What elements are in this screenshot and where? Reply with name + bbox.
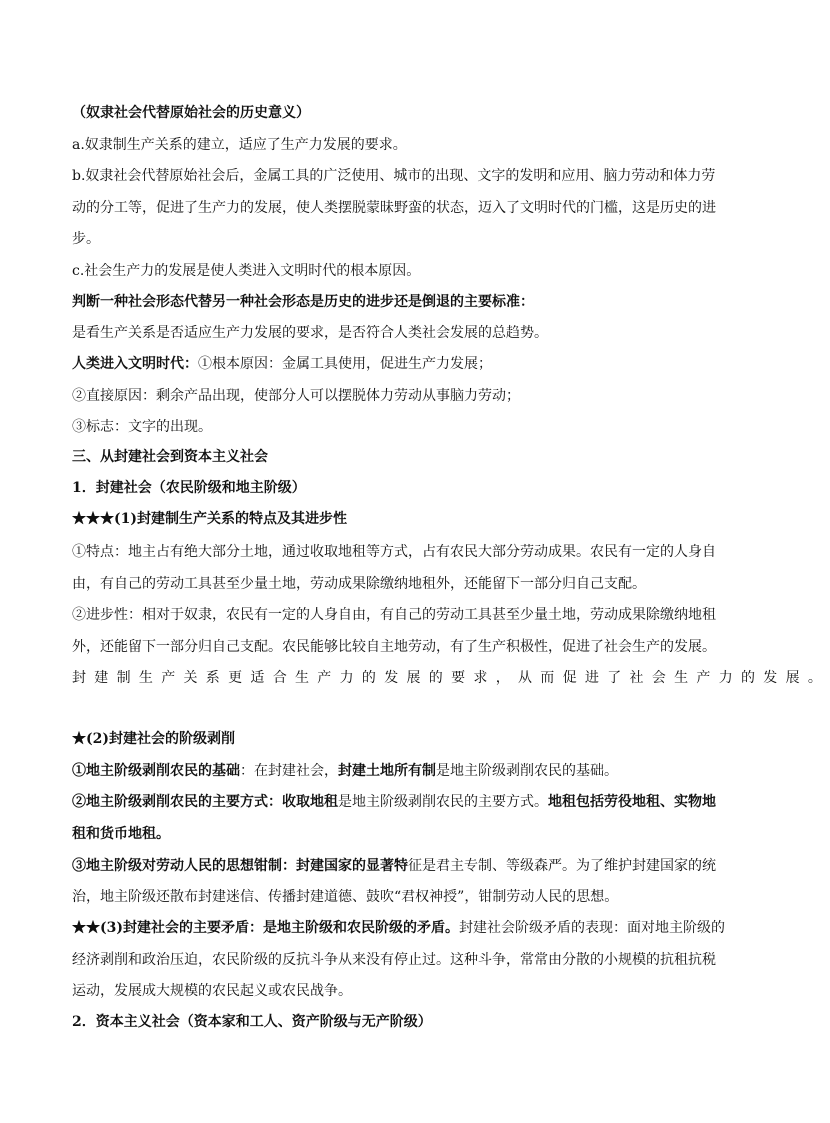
paragraph-line: 租和货币地租。 (72, 826, 170, 842)
civilization-text: ①根本原因：金属工具使用，促进生产力发展； (198, 356, 492, 372)
point-heading: ★★★(1)封建制生产关系的特点及其进步性 (72, 511, 347, 527)
paragraph-line: a.奴隶制生产关系的建立，适应了生产力发展的要求。 (72, 137, 407, 153)
paragraph-line: 动的分工等，促进了生产力的发展，使人类摆脱蒙昧野蛮的状态，迈入了文明时代的门槛，这是历史的进 (72, 200, 716, 216)
bold-phrase: ★★(3)封建社会的主要矛盾：是地主阶级和农民阶级的矛盾。 (72, 920, 459, 936)
subsection-heading: 2．资本主义社会（资本家和工人、资产阶级与无产阶级） (72, 1014, 432, 1030)
paragraph-line (72, 354, 728, 374)
bold-phrase: 地租包括劳役地租、实物地 (548, 794, 716, 810)
paragraph-line: 封建制生产关系更适合生产力的发展的要求，从而促进了社会生产力的发展。 (72, 670, 830, 686)
paragraph-line: 步。 (72, 231, 100, 247)
subsection-heading: 1．封建社会（农民阶级和地主阶级） (72, 480, 306, 496)
plain-phrase: 是地主阶级剥削农民的基础。 (436, 763, 618, 779)
paragraph-line: 外，还能留下一部分归自己支配。农民能够比较自主地劳动，有了生产积极性，促进了社会生产的发展。 (72, 639, 716, 655)
paragraph-line: ①特点：地主占有绝大部分土地，通过收取地租等方式，占有农民大部分劳动成果。农民有一定的人身自 (72, 544, 716, 560)
section-subheading: （奴隶社会代替原始社会的历史意义） (72, 105, 310, 121)
criterion-heading: 判断一种社会形态代替另一种社会形态是历史的进步还是倒退的主要标准： (72, 294, 534, 310)
bold-phrase: ②地主阶级剥削农民的主要方式：收取地租 (72, 794, 338, 810)
paragraph-line (72, 761, 728, 781)
section-heading: 三、从封建社会到资本主义社会 (72, 449, 268, 465)
civilization-label: 人类进入文明时代： (72, 356, 198, 372)
plain-phrase: 封建社会阶级矛盾的表现：面对地主阶级的 (459, 920, 725, 936)
paragraph-line: ②直接原因：剩余产品出现，使部分人可以摆脱体力劳动从事脑力劳动； (72, 388, 520, 404)
paragraph-line: 是看生产关系是否适应生产力发展的要求，是否符合人类社会发展的总趋势。 (72, 325, 548, 341)
bold-phrase: ③地主阶级对劳动人民的思想钳制：封建国家的显著特 (72, 858, 408, 874)
paragraph-line: 运动，发展成大规模的农民起义或农民战争。 (72, 983, 352, 999)
paragraph-line: 由，有自己的劳动工具甚至少量土地，劳动成果除缴纳地租外，还能留下一部分归自己支配。 (72, 576, 646, 592)
plain-phrase: 征是君主专制、等级森严。为了维护封建国家的统 (408, 858, 716, 874)
bold-phrase: ①地主阶级剥削农民的基础 (72, 763, 240, 779)
paragraph-line: ②进步性：相对于奴隶，农民有一定的人身自由，有自己的劳动工具甚至少量土地，劳动成果除缴纳地租 (72, 607, 716, 623)
paragraph-line (72, 856, 728, 876)
point-heading: ★(2)封建社会的阶级剥削 (72, 731, 235, 747)
paragraph-line (72, 792, 728, 812)
plain-phrase: 是地主阶级剥削农民的主要方式。 (338, 794, 548, 810)
paragraph-line (72, 918, 728, 938)
paragraph-line: b.奴隶社会代替原始社会后，金属工具的广泛使用、城市的出现、文字的发明和应用、脑力劳动和体力劳 (72, 168, 716, 184)
paragraph-line: 治，地主阶级还散布封建迷信、传播封建道德、鼓吹“君权神授”，钳制劳动人民的思想。 (72, 889, 619, 905)
bold-phrase: 封建土地所有制 (338, 763, 436, 779)
plain-phrase: ：在封建社会， (240, 763, 338, 779)
paragraph-line: c.社会生产力的发展是使人类进入文明时代的根本原因。 (72, 263, 421, 279)
paragraph-line: 经济剥削和政治压迫，农民阶级的反抗斗争从来没有停止过。这种斗争，常常由分散的小规模的抗租抗税 (72, 952, 716, 968)
paragraph-line: ③标志：文字的出现。 (72, 419, 212, 435)
